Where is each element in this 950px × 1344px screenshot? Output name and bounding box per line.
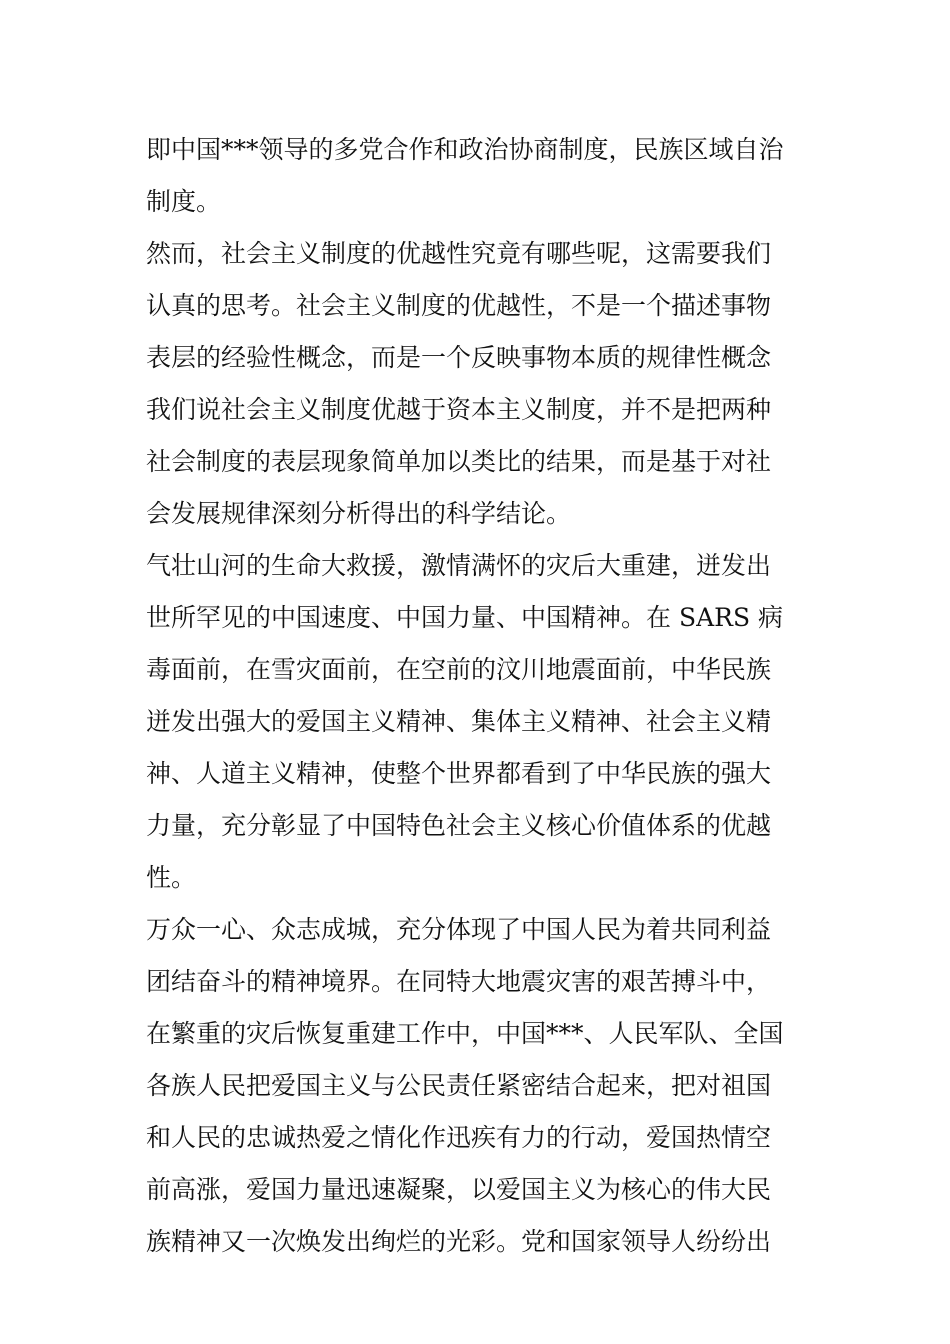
text-line: 和人民的忠诚热爱之情化作迅疾有力的行动，爱国热情空 <box>146 1123 772 1152</box>
text-line: 我们说社会主义制度优越于资本主义制度，并不是把两种 <box>146 395 772 424</box>
text-line: 团结奋斗的精神境界。在同特大地震灾害的艰苦搏斗中， <box>146 967 772 996</box>
text-line: 会发展规律深刻分析得出的科学结论。 <box>146 499 572 528</box>
text-line: 社会制度的表层现象简单加以类比的结果，而是基于对社 <box>146 447 772 476</box>
text-line: 表层的经验性概念，而是一个反映事物本质的规律性概念 <box>146 343 772 372</box>
text-line: 神、人道主义精神，使整个世界都看到了中华民族的强大 <box>146 759 772 788</box>
text-line: 制度。 <box>146 187 222 216</box>
document-body <box>146 124 816 1268</box>
text-line: 然而，社会主义制度的优越性究竟有哪些呢，这需要我们 <box>146 239 772 268</box>
text-line: 前高涨，爱国力量迅速凝聚，以爱国主义为核心的伟大民 <box>146 1175 772 1204</box>
text-line: 在繁重的灾后恢复重建工作中，中国***、人民军队、全国 <box>146 1019 784 1048</box>
text-line: 族精神又一次焕发出绚烂的光彩。党和国家领导人纷纷出 <box>146 1227 772 1256</box>
text-line: 万众一心、众志成城，充分体现了中国人民为着共同利益 <box>146 915 772 944</box>
text-line: 力量，充分彰显了中国特色社会主义核心价值体系的优越 <box>146 811 772 840</box>
text-line: 性。 <box>146 863 197 892</box>
text-line: 认真的思考。社会主义制度的优越性，不是一个描述事物 <box>146 291 772 320</box>
text-line: 世所罕见的中国速度、中国力量、中国精神。在 SARS 病 <box>146 603 784 632</box>
text-line: 即中国***领导的多党合作和政治协商制度，民族区域自治 <box>146 135 784 164</box>
text-line: 各族人民把爱国主义与公民责任紧密结合起来，把对祖国 <box>146 1071 772 1100</box>
text-line: 气壮山河的生命大救援，激情满怀的灾后大重建，迸发出 <box>146 551 772 580</box>
text-line: 迸发出强大的爱国主义精神、集体主义精神、社会主义精 <box>146 707 772 736</box>
text-line: 毒面前，在雪灾面前，在空前的汶川地震面前，中华民族 <box>146 655 772 684</box>
